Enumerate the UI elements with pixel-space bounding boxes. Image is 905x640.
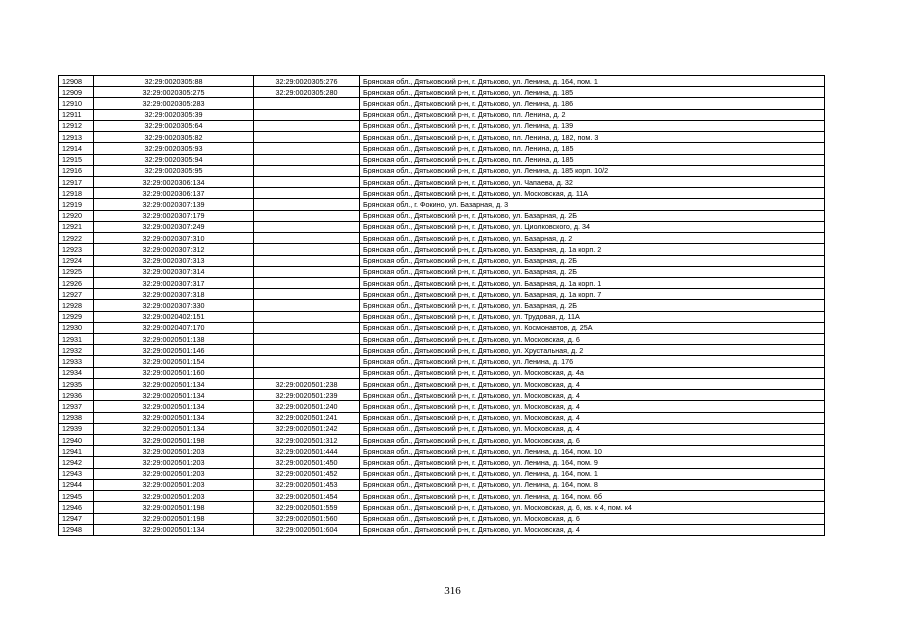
table-row [59, 244, 825, 255]
table-row [59, 255, 825, 266]
address-cell: Брянская обл., Дятьковский р-н, г. Дятьково, ул. Ленина, д. 185 [360, 87, 825, 98]
address-cell: Брянская обл., Дятьковский р-н, г. Дятьково, ул. Ленина, д. 164, пом. 6б [360, 491, 825, 502]
row-number-cell: 12929 [59, 311, 94, 322]
address-cell: Брянская обл., Дятьковский р-н, г. Дятьково, пл. Ленина, д. 182, пом. 3 [360, 132, 825, 143]
page-number: 316 [444, 585, 461, 597]
address-cell: Брянская обл., Дятьковский р-н, г. Дятьково, ул. Ленина, д. 186 [360, 98, 825, 109]
row-number-cell: 12941 [59, 446, 94, 457]
cadastral-number-cell: 32:29:0020307:314 [94, 266, 254, 277]
object-cadastral-number-cell: 32:29:0020501:312 [254, 435, 360, 446]
row-number-cell: 12914 [59, 143, 94, 154]
object-cadastral-number-cell: 32:29:0020501:241 [254, 412, 360, 423]
address-cell: Брянская обл., Дятьковский р-н, г. Дятьково, ул. Базарная, д. 1а корп. 1 [360, 277, 825, 288]
row-number-cell: 12936 [59, 390, 94, 401]
object-cadastral-number-cell: 32:29:0020305:276 [254, 76, 360, 87]
object-cadastral-number-cell [254, 311, 360, 322]
cadastral-number-cell: 32:29:0020305:82 [94, 132, 254, 143]
address-cell: Брянская обл., Дятьковский р-н, г. Дятьково, ул. Московская, д. 4 [360, 378, 825, 389]
cadastral-number-cell: 32:29:0020501:154 [94, 356, 254, 367]
row-number-cell: 12923 [59, 244, 94, 255]
cadastral-number-cell: 32:29:0020305:95 [94, 165, 254, 176]
address-cell: Брянская обл., Дятьковский р-н, г. Дятьково, ул. Ленина, д. 164, пом. 1 [360, 468, 825, 479]
row-number-cell: 12939 [59, 423, 94, 434]
object-cadastral-number-cell [254, 221, 360, 232]
object-cadastral-number-cell [254, 266, 360, 277]
cadastral-number-cell: 32:29:0020501:134 [94, 378, 254, 389]
address-cell: Брянская обл., Дятьковский р-н, г. Дятьково, ул. Московская, д. 6 [360, 513, 825, 524]
object-cadastral-number-cell [254, 255, 360, 266]
row-number-cell: 12935 [59, 378, 94, 389]
row-number-cell: 12944 [59, 479, 94, 490]
cadastral-number-cell: 32:29:0020307:313 [94, 255, 254, 266]
object-cadastral-number-cell [254, 356, 360, 367]
object-cadastral-number-cell [254, 132, 360, 143]
cadastral-number-cell: 32:29:0020501:203 [94, 457, 254, 468]
address-cell: Брянская обл., Дятьковский р-н, г. Дятьково, ул. Московская, д. 4 [360, 390, 825, 401]
address-cell: Брянская обл., Дятьковский р-н, г. Дятьково, ул. Московская, д. 4 [360, 412, 825, 423]
object-cadastral-number-cell [254, 120, 360, 131]
object-cadastral-number-cell [254, 345, 360, 356]
object-cadastral-number-cell: 32:29:0020501:560 [254, 513, 360, 524]
table-row [59, 390, 825, 401]
table-row [59, 356, 825, 367]
object-cadastral-number-cell: 32:29:0020501:559 [254, 502, 360, 513]
table-row [59, 277, 825, 288]
cadastral-number-cell: 32:29:0020306:137 [94, 188, 254, 199]
address-cell: Брянская обл., Дятьковский р-н, г. Дятьково, ул. Базарная, д. 2Б [360, 255, 825, 266]
row-number-cell: 12926 [59, 277, 94, 288]
object-cadastral-number-cell [254, 322, 360, 333]
table-row [59, 479, 825, 490]
table-row [59, 199, 825, 210]
row-number-cell: 12947 [59, 513, 94, 524]
registry-table-body [59, 76, 825, 536]
cadastral-number-cell: 32:29:0020501:198 [94, 502, 254, 513]
cadastral-number-cell: 32:29:0020307:317 [94, 277, 254, 288]
object-cadastral-number-cell: 32:29:0020501:452 [254, 468, 360, 479]
table-row [59, 233, 825, 244]
table-row [59, 502, 825, 513]
cadastral-number-cell: 32:29:0020306:134 [94, 176, 254, 187]
table-row [59, 334, 825, 345]
object-cadastral-number-cell [254, 334, 360, 345]
row-number-cell: 12943 [59, 468, 94, 479]
cadastral-number-cell: 32:29:0020407:170 [94, 322, 254, 333]
row-number-cell: 12948 [59, 524, 94, 535]
address-cell: Брянская обл., Дятьковский р-н, г. Дятьково, ул. Базарная, д. 2 [360, 233, 825, 244]
object-cadastral-number-cell: 32:29:0020501:240 [254, 401, 360, 412]
address-cell: Брянская обл., Дятьковский р-н, г. Дятьково, ул. Базарная, д. 2Б [360, 210, 825, 221]
table-row [59, 457, 825, 468]
cadastral-number-cell: 32:29:0020501:160 [94, 367, 254, 378]
object-cadastral-number-cell: 32:29:0020501:450 [254, 457, 360, 468]
cadastral-number-cell: 32:29:0020501:138 [94, 334, 254, 345]
cadastral-number-cell: 32:29:0020307:139 [94, 199, 254, 210]
table-row [59, 446, 825, 457]
cadastral-number-cell: 32:29:0020501:134 [94, 401, 254, 412]
row-number-cell: 12932 [59, 345, 94, 356]
row-number-cell: 12915 [59, 154, 94, 165]
table-row [59, 188, 825, 199]
table-row [59, 87, 825, 98]
object-cadastral-number-cell [254, 300, 360, 311]
object-cadastral-number-cell [254, 199, 360, 210]
row-number-cell: 12930 [59, 322, 94, 333]
object-cadastral-number-cell [254, 188, 360, 199]
address-cell: Брянская обл., Дятьковский р-н, г. Дятьково, ул. Базарная, д. 1а корп. 2 [360, 244, 825, 255]
table-row [59, 165, 825, 176]
address-cell: Брянская обл., Дятьковский р-н, г. Дятьково, ул. Московская, д. 6 [360, 435, 825, 446]
object-cadastral-number-cell [254, 277, 360, 288]
object-cadastral-number-cell: 32:29:0020501:453 [254, 479, 360, 490]
cadastral-number-cell: 32:29:0020307:179 [94, 210, 254, 221]
cadastral-number-cell: 32:29:0020501:203 [94, 468, 254, 479]
address-cell: Брянская обл., Дятьковский р-н, г. Дятьково, ул. Московская, д. 4 [360, 401, 825, 412]
registry-table [58, 75, 825, 536]
table-row [59, 423, 825, 434]
row-number-cell: 12921 [59, 221, 94, 232]
object-cadastral-number-cell [254, 367, 360, 378]
cadastral-number-cell: 32:29:0020305:64 [94, 120, 254, 131]
object-cadastral-number-cell [254, 165, 360, 176]
table-row [59, 345, 825, 356]
address-cell: Брянская обл., Дятьковский р-н, г. Дятьково, ул. Циолковского, д. 34 [360, 221, 825, 232]
cadastral-number-cell: 32:29:0020501:134 [94, 412, 254, 423]
cadastral-number-cell: 32:29:0020305:39 [94, 109, 254, 120]
address-cell: Брянская обл., г. Фокино, ул. Базарная, д. 3 [360, 199, 825, 210]
cadastral-number-cell: 32:29:0020307:249 [94, 221, 254, 232]
object-cadastral-number-cell [254, 98, 360, 109]
row-number-cell: 12927 [59, 289, 94, 300]
table-row [59, 378, 825, 389]
row-number-cell: 12938 [59, 412, 94, 423]
row-number-cell: 12928 [59, 300, 94, 311]
object-cadastral-number-cell: 32:29:0020501:242 [254, 423, 360, 434]
object-cadastral-number-cell: 32:29:0020501:604 [254, 524, 360, 535]
object-cadastral-number-cell: 32:29:0020305:280 [254, 87, 360, 98]
table-row [59, 412, 825, 423]
address-cell: Брянская обл., Дятьковский р-н, г. Дятьково, ул. Трудовая, д. 11А [360, 311, 825, 322]
cadastral-number-cell: 32:29:0020307:318 [94, 289, 254, 300]
address-cell: Брянская обл., Дятьковский р-н, г. Дятьково, пл. Ленина, д. 185 [360, 143, 825, 154]
cadastral-number-cell: 32:29:0020305:94 [94, 154, 254, 165]
row-number-cell: 12913 [59, 132, 94, 143]
table-row [59, 210, 825, 221]
row-number-cell: 12912 [59, 120, 94, 131]
object-cadastral-number-cell: 32:29:0020501:454 [254, 491, 360, 502]
row-number-cell: 12916 [59, 165, 94, 176]
address-cell: Брянская обл., Дятьковский р-н, г. Дятьково, ул. Базарная, д. 1а корп. 7 [360, 289, 825, 300]
row-number-cell: 12931 [59, 334, 94, 345]
table-row [59, 524, 825, 535]
address-cell: Брянская обл., Дятьковский р-н, г. Дятьково, пл. Ленина, д. 185 [360, 154, 825, 165]
cadastral-number-cell: 32:29:0020501:198 [94, 513, 254, 524]
address-cell: Брянская обл., Дятьковский р-н, г. Дятьково, ул. Ленина, д. 164, пом. 9 [360, 457, 825, 468]
object-cadastral-number-cell [254, 233, 360, 244]
table-row [59, 120, 825, 131]
table-row [59, 289, 825, 300]
table-row [59, 367, 825, 378]
address-cell: Брянская обл., Дятьковский р-н, г. Дятьково, ул. Московская, д. 4 [360, 423, 825, 434]
table-row [59, 132, 825, 143]
address-cell: Брянская обл., Дятьковский р-н, г. Дятьково, ул. Ленина, д. 164, пом. 10 [360, 446, 825, 457]
address-cell: Брянская обл., Дятьковский р-н, г. Дятьково, ул. Базарная, д. 2Б [360, 300, 825, 311]
row-number-cell: 12920 [59, 210, 94, 221]
row-number-cell: 12940 [59, 435, 94, 446]
object-cadastral-number-cell [254, 109, 360, 120]
cadastral-number-cell: 32:29:0020501:134 [94, 390, 254, 401]
cadastral-number-cell: 32:29:0020305:275 [94, 87, 254, 98]
table-row [59, 300, 825, 311]
object-cadastral-number-cell: 32:29:0020501:238 [254, 378, 360, 389]
address-cell: Брянская обл., Дятьковский р-н, г. Дятьково, ул. Московская, д. 4а [360, 367, 825, 378]
cadastral-number-cell: 32:29:0020307:330 [94, 300, 254, 311]
object-cadastral-number-cell [254, 143, 360, 154]
cadastral-number-cell: 32:29:0020501:203 [94, 446, 254, 457]
row-number-cell: 12945 [59, 491, 94, 502]
table-row [59, 311, 825, 322]
row-number-cell: 12937 [59, 401, 94, 412]
table-row [59, 435, 825, 446]
table-row [59, 98, 825, 109]
object-cadastral-number-cell [254, 154, 360, 165]
address-cell: Брянская обл., Дятьковский р-н, г. Дятьково, ул. Космонавтов, д. 25А [360, 322, 825, 333]
row-number-cell: 12909 [59, 87, 94, 98]
row-number-cell: 12922 [59, 233, 94, 244]
cadastral-number-cell: 32:29:0020402:151 [94, 311, 254, 322]
cadastral-number-cell: 32:29:0020501:146 [94, 345, 254, 356]
address-cell: Брянская обл., Дятьковский р-н, г. Дятьково, ул. Московская, д. 6 [360, 334, 825, 345]
table-row [59, 322, 825, 333]
cadastral-number-cell: 32:29:0020501:198 [94, 435, 254, 446]
address-cell: Брянская обл., Дятьковский р-н, г. Дятьково, ул. Московская, д. 4 [360, 524, 825, 535]
object-cadastral-number-cell: 32:29:0020501:444 [254, 446, 360, 457]
row-number-cell: 12925 [59, 266, 94, 277]
address-cell: Брянская обл., Дятьковский р-н, г. Дятьково, ул. Ленина, д. 176 [360, 356, 825, 367]
cadastral-number-cell: 32:29:0020501:134 [94, 524, 254, 535]
address-cell: Брянская обл., Дятьковский р-н, г. Дятьково, ул. Ленина, д. 164, пом. 1 [360, 76, 825, 87]
table-row [59, 491, 825, 502]
row-number-cell: 12911 [59, 109, 94, 120]
address-cell: Брянская обл., Дятьковский р-н, г. Дятьково, ул. Московская, д. 11А [360, 188, 825, 199]
address-cell: Брянская обл., Дятьковский р-н, г. Дятьково, ул. Ленина, д. 139 [360, 120, 825, 131]
object-cadastral-number-cell [254, 244, 360, 255]
row-number-cell: 12917 [59, 176, 94, 187]
row-number-cell: 12946 [59, 502, 94, 513]
address-cell: Брянская обл., Дятьковский р-н, г. Дятьково, ул. Ленина, д. 185 корп. 10/2 [360, 165, 825, 176]
row-number-cell: 12933 [59, 356, 94, 367]
row-number-cell: 12918 [59, 188, 94, 199]
row-number-cell: 12919 [59, 199, 94, 210]
row-number-cell: 12934 [59, 367, 94, 378]
cadastral-number-cell: 32:29:0020501:134 [94, 423, 254, 434]
address-cell: Брянская обл., Дятьковский р-н, г. Дятьково, ул. Хрустальная, д. 2 [360, 345, 825, 356]
object-cadastral-number-cell: 32:29:0020501:239 [254, 390, 360, 401]
cadastral-number-cell: 32:29:0020501:203 [94, 491, 254, 502]
cadastral-number-cell: 32:29:0020501:203 [94, 479, 254, 490]
object-cadastral-number-cell [254, 289, 360, 300]
table-row [59, 513, 825, 524]
cadastral-number-cell: 32:29:0020305:93 [94, 143, 254, 154]
address-cell: Брянская обл., Дятьковский р-н, г. Дятьково, ул. Базарная, д. 2Б [360, 266, 825, 277]
table-row [59, 143, 825, 154]
table-row [59, 266, 825, 277]
address-cell: Брянская обл., Дятьковский р-н, г. Дятьково, пл. Ленина, д. 2 [360, 109, 825, 120]
table-row [59, 109, 825, 120]
address-cell: Брянская обл., Дятьковский р-н, г. Дятьково, ул. Ленина, д. 164, пом. 8 [360, 479, 825, 490]
address-cell: Брянская обл., Дятьковский р-н, г. Дятьково, ул. Чапаева, д. 32 [360, 176, 825, 187]
row-number-cell: 12908 [59, 76, 94, 87]
table-row [59, 154, 825, 165]
cadastral-number-cell: 32:29:0020305:283 [94, 98, 254, 109]
object-cadastral-number-cell [254, 210, 360, 221]
table-row [59, 468, 825, 479]
table-row [59, 76, 825, 87]
row-number-cell: 12942 [59, 457, 94, 468]
address-cell: Брянская обл., Дятьковский р-н, г. Дятьково, ул. Московская, д. 6, кв. к 4, пом. к4 [360, 502, 825, 513]
cadastral-number-cell: 32:29:0020307:310 [94, 233, 254, 244]
cadastral-number-cell: 32:29:0020307:312 [94, 244, 254, 255]
cadastral-number-cell: 32:29:0020305:88 [94, 76, 254, 87]
table-row [59, 176, 825, 187]
object-cadastral-number-cell [254, 176, 360, 187]
table-row [59, 401, 825, 412]
row-number-cell: 12910 [59, 98, 94, 109]
table-row [59, 221, 825, 232]
row-number-cell: 12924 [59, 255, 94, 266]
